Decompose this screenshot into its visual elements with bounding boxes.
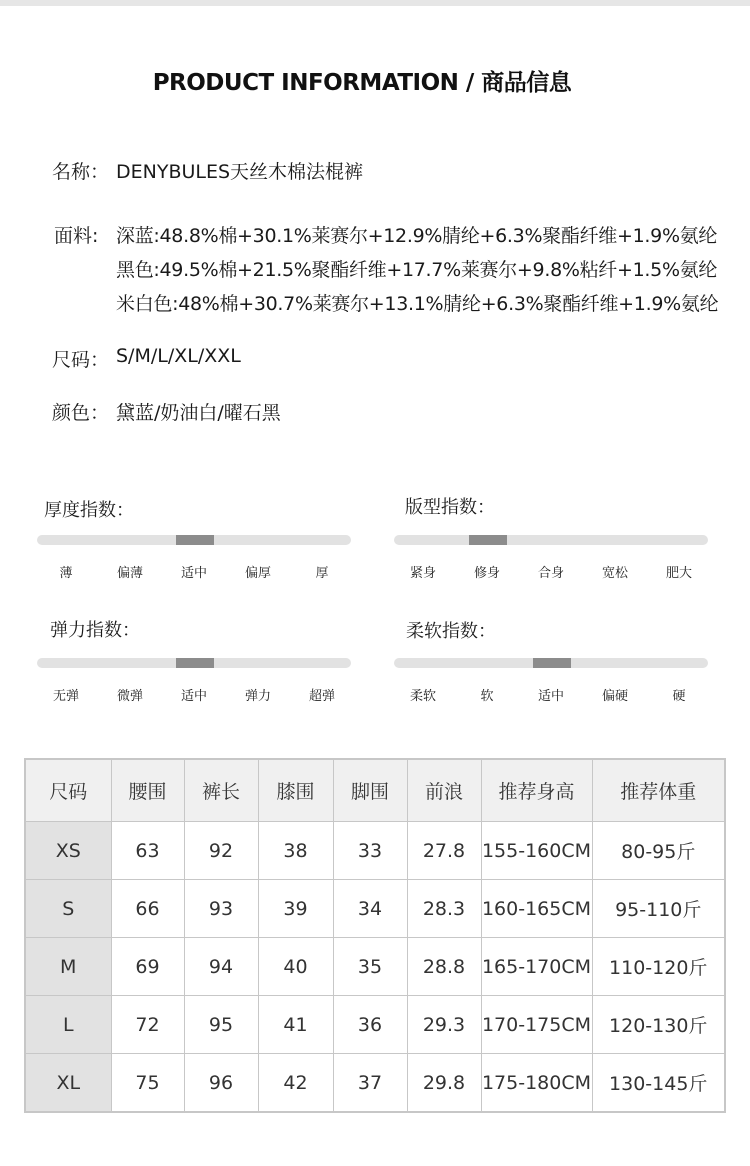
softness-index-track [394, 658, 708, 668]
table-size-cell: XL [25, 1054, 111, 1113]
table-cell: 93 [184, 880, 258, 938]
fit-index-marker [469, 535, 507, 545]
table-cell: 120-130斤 [592, 996, 725, 1054]
table-cell: 80-95斤 [592, 822, 725, 880]
thickness-index-tick: 偏薄 [116, 566, 144, 581]
size-value: S/M/L/XL/XXL [116, 345, 241, 367]
thickness-index-track [37, 535, 351, 545]
stretch-index-tick: 超弹 [308, 689, 336, 704]
stretch-index-tick: 适中 [180, 689, 208, 704]
size-table [24, 758, 726, 1113]
table-cell: 28.8 [407, 938, 481, 996]
thickness-index-tick: 厚 [315, 566, 329, 581]
table-cell: 75 [111, 1054, 184, 1113]
table-row [25, 822, 725, 880]
thickness-index-tick: 偏厚 [244, 566, 272, 581]
size-label: 尺码： [52, 349, 110, 371]
table-header-cell: 前浪 [407, 759, 481, 822]
fabric-line-navy: 深蓝:48.8%棉+30.1%莱赛尔+12.9%腈纶+6.3%聚酯纤维+1.9%氨纶 [116, 225, 718, 247]
stretch-index-tick: 微弹 [116, 689, 144, 704]
fit-index-tick: 修身 [473, 566, 501, 581]
page-title: PRODUCT INFORMATION / 商品信息 [152, 70, 572, 96]
table-cell: 27.8 [407, 822, 481, 880]
table-size-cell: M [25, 938, 111, 996]
fit-index-track [394, 535, 708, 545]
fit-index-tick: 肥大 [665, 566, 693, 581]
table-row [25, 938, 725, 996]
fabric-line-offwhite: 米白色:48%棉+30.7%莱赛尔+13.1%腈纶+6.3%聚酯纤维+1.9%氨纶 [116, 293, 719, 315]
fit-index-label: 版型指数： [405, 497, 495, 518]
product-name-label: 名称： [52, 161, 110, 183]
stretch-index-track [37, 658, 351, 668]
table-header-cell: 尺码 [25, 759, 111, 822]
table-cell: 165-170CM [481, 938, 592, 996]
table-cell: 95 [184, 996, 258, 1054]
softness-index-tick: 柔软 [409, 689, 437, 704]
fabric-line-black: 黑色:49.5%棉+21.5%聚酯纤维+17.7%莱赛尔+9.8%粘纤+1.5%氨纶 [116, 259, 718, 281]
color-value: 黛蓝/奶油白/曜石黑 [116, 402, 281, 424]
thickness-index-marker [176, 535, 214, 545]
fit-index-tick: 紧身 [409, 566, 437, 581]
table-header-row [25, 759, 725, 822]
table-cell: 170-175CM [481, 996, 592, 1054]
table-cell: 38 [258, 822, 333, 880]
thickness-index-tick: 适中 [180, 566, 208, 581]
table-cell: 155-160CM [481, 822, 592, 880]
table-cell: 39 [258, 880, 333, 938]
stretch-index-marker [176, 658, 214, 668]
color-label: 颜色： [52, 402, 110, 424]
softness-index-tick: 软 [480, 689, 494, 704]
table-cell: 66 [111, 880, 184, 938]
fabric-label: 面料: [54, 225, 99, 247]
table-row [25, 1054, 725, 1113]
table-header-cell: 推荐身高 [481, 759, 592, 822]
table-cell: 160-165CM [481, 880, 592, 938]
table-cell: 69 [111, 938, 184, 996]
softness-index-marker [533, 658, 571, 668]
top-divider-strip [0, 0, 750, 6]
table-header-cell: 推荐体重 [592, 759, 725, 822]
table-cell: 34 [333, 880, 407, 938]
product-name-value: DENYBULES天丝木棉法棍裤 [116, 161, 364, 183]
table-cell: 130-145斤 [592, 1054, 725, 1113]
table-cell: 96 [184, 1054, 258, 1113]
table-row [25, 880, 725, 938]
table-size-cell: L [25, 996, 111, 1054]
table-size-cell: S [25, 880, 111, 938]
table-cell: 35 [333, 938, 407, 996]
thickness-index-tick: 薄 [59, 566, 73, 581]
softness-index-tick: 硬 [672, 689, 686, 704]
softness-index-tick: 偏硬 [601, 689, 629, 704]
table-cell: 36 [333, 996, 407, 1054]
table-size-cell: XS [25, 822, 111, 880]
softness-index-label: 柔软指数： [406, 621, 496, 642]
stretch-index-label: 弹力指数： [50, 620, 140, 641]
table-cell: 175-180CM [481, 1054, 592, 1113]
table-cell: 110-120斤 [592, 938, 725, 996]
softness-index-tick: 适中 [537, 689, 565, 704]
table-cell: 72 [111, 996, 184, 1054]
table-cell: 29.8 [407, 1054, 481, 1113]
table-row [25, 996, 725, 1054]
table-cell: 28.3 [407, 880, 481, 938]
table-cell: 63 [111, 822, 184, 880]
table-cell: 37 [333, 1054, 407, 1113]
thickness-index-label: 厚度指数： [44, 500, 134, 521]
table-cell: 41 [258, 996, 333, 1054]
table-cell: 94 [184, 938, 258, 996]
fit-index-tick: 宽松 [601, 566, 629, 581]
table-cell: 29.3 [407, 996, 481, 1054]
table-cell: 42 [258, 1054, 333, 1113]
table-header-cell: 膝围 [258, 759, 333, 822]
stretch-index-tick: 无弹 [52, 689, 80, 704]
table-header-cell: 脚围 [333, 759, 407, 822]
table-cell: 33 [333, 822, 407, 880]
table-cell: 95-110斤 [592, 880, 725, 938]
table-header-cell: 腰围 [111, 759, 184, 822]
table-cell: 40 [258, 938, 333, 996]
stretch-index-tick: 弹力 [244, 689, 272, 704]
table-header-cell: 裤长 [184, 759, 258, 822]
fit-index-tick: 合身 [537, 566, 565, 581]
table-cell: 92 [184, 822, 258, 880]
